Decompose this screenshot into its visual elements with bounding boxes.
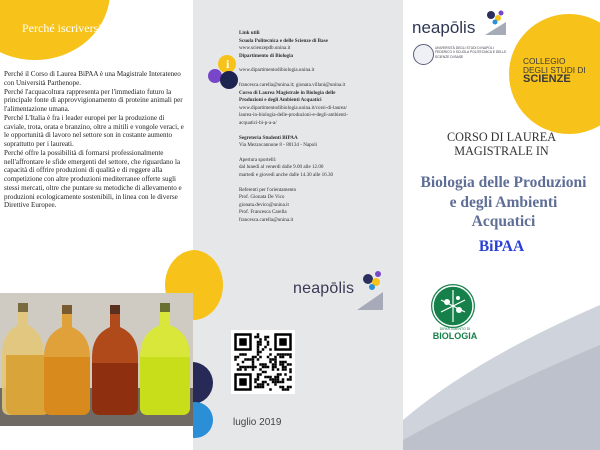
qr-code[interactable] [231,330,295,394]
contact-link[interactable]: www.dipartimentodibiologia.unina.it [239,67,315,74]
reason-paragraph: Perché offre la possibilità di formarsi professionalmente nell'affrontare le sfide emergenti del settore, che riguardano la capacità di offrire produzioni di qualità e di reggere alla competizione con altre produzioni mediterranee offerte sugli stessi mercati, oltre che puntare su metodiche di allevamento e produzioni ecologicamente sostenibili, in linea con le diverse Direttive Europee. [4,148,182,210]
blue-decor-circle [193,402,213,438]
publication-date: luglio 2019 [233,417,282,428]
contact-line: Produzioni e degli Ambienti Acquatici [239,97,322,104]
contact-line: Prof. Francesca Carella [239,209,287,216]
contact-line: Link utili [239,30,260,36]
neapolis-logo-mark [357,270,385,318]
yellow-decor-circle [193,250,223,320]
unina-seal-icon [413,44,434,65]
contact-line: Dipartimento di Biologia [239,52,294,59]
bottom-strip [0,426,193,450]
contact-email[interactable]: francesca.carella@unina.it [239,216,294,223]
department-label-small: DIPARTIMENTO DI [439,327,471,331]
course-type-line: CORSO DI LAUREA [446,130,556,144]
neapolis-logo-text: neapōlis [293,280,355,297]
contact-email[interactable]: francesca.carella@unina.it; gionata.villani@unina.it [239,81,346,88]
department-logo [431,284,475,328]
unina-caption: UNIVERSITÀ DEGLI STUDI DI NAPOLI FEDERICO II SCUOLA POLITECNICA E DELLE SCIENZE DI BASE [435,46,507,59]
contact-info [239,30,399,224]
why-enroll-body [4,70,187,210]
contact-email[interactable]: gionata.devico@unina.it [239,201,289,208]
contact-line: Corso di Laurea Magistrale in Biologia delle [239,89,336,96]
department-label [427,327,483,341]
reason-paragraph: Perché l'acquacoltura rappresenta per l'immediato futuro la principale fonte di approvvigionamento di proteine animali per l'alimentazione umana. [4,87,183,113]
contact-link[interactable]: acquatici-bi-p-a-a/ [239,119,277,126]
college-line-strong: SCIENZE [523,73,571,85]
college-line: DEGLI STUDI DI [523,65,586,75]
left-panel [0,0,193,450]
course-name-line: Biologia delle Produzioni [420,174,587,191]
reason-paragraph: Perché il Corso di Laurea BiPAA è una Magistrale Interateneo con Università Parthenope. [4,70,181,87]
middle-panel [193,0,403,450]
contact-line: Via Mezzocannone 8 - 80134 - Napoli [239,142,318,149]
department-label-big: BIOLOGIA [432,331,478,341]
course-acronym: BiPAA [478,238,525,255]
contact-link[interactable]: www.scienzepdb.unina.it [239,45,291,52]
college-line: COLLEGIO [523,56,566,66]
contact-line: Apertura sportelli: [239,156,277,163]
qr-code-graphic [231,330,295,394]
contact-line: Segreteria Studenti BIPAA [239,134,298,141]
contact-line: martedì e giovedì anche dalle 14.30 alle 16.30 [239,171,334,178]
contact-line: Scuola Politecnica e delle Scienze di Base [239,37,328,44]
neapolis-logo-mark [485,10,507,36]
course-name-line: e degli Ambienti [449,193,558,211]
course-name [405,173,600,232]
navy-decor-circle [193,362,213,404]
flask-photo [0,293,193,426]
neapolis-logo-text: neapōlis [412,18,476,37]
flask-photo-illustration [0,293,193,426]
college-label [523,57,600,84]
contact-link[interactable]: www.dipartimentodibiologia.unina.it/corsi-di-laurea/ [239,104,347,111]
course-type [403,131,600,158]
why-enroll-title: Perché iscriversi [22,21,102,35]
contact-line: Prof. Gionata De Vico [239,194,285,201]
svg-text:i: i [226,57,230,71]
reason-paragraph: Perché L'Italia è fra i leader europei per la produzione di caviale, trota, orata e branzino, oltre a mitili e vongole veraci, e le opportunità di lavoro nel settore son in costante aumento soprattutto per i laureati. [4,113,184,148]
contact-line: Referenti per l'orientamento [239,186,297,193]
contact-line: dal lunedì al venerdì dalle 9.00 alle 12.00 [239,164,324,171]
neapolis-logo [293,270,385,320]
course-type-line: MAGISTRALE IN [454,143,549,158]
right-panel [403,0,600,450]
info-icon [207,54,241,90]
contact-link[interactable]: laurea-in-biologia-delle-produzioni-e-degli-ambienti- [239,112,348,119]
course-name-line: Acquatici [471,213,536,230]
